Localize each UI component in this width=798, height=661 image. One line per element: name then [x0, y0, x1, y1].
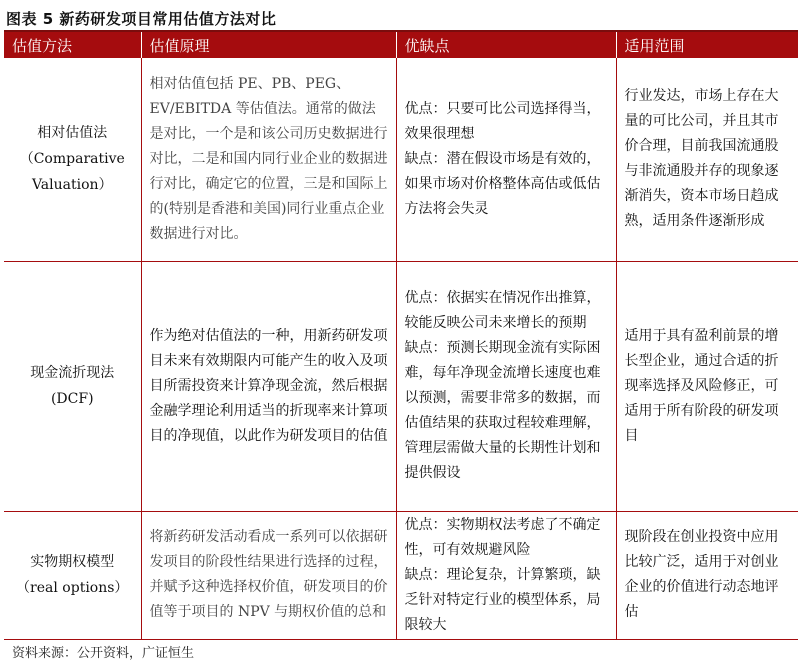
table-row: [4, 511, 798, 639]
pros-cons-cell: [396, 511, 616, 639]
method-name-cn: 现金流折现法: [30, 365, 115, 381]
method-name-en: (DCF): [50, 391, 94, 407]
method-name-cn: 相对估值法: [37, 125, 108, 142]
scope-cell: 行业发达，市场上存在大量的可比公司，并且其市价合理，目前我国流通股与非流通股并存的现象逐渐消失，资本市场日趋成熟，适用条件逐渐形成: [616, 58, 798, 261]
table-row: [4, 261, 798, 511]
header-principle: 估值原理: [141, 32, 396, 58]
method-name-cn: 实物期权模型: [30, 554, 115, 570]
pros-cons-cell: [396, 58, 616, 261]
cons-text: 缺点：潜在假设市场是有效的，如果市场对价格整体高估或低估方法将会失灵: [404, 150, 601, 217]
table-header-row: [4, 32, 798, 58]
method-cell: [4, 58, 141, 261]
source-note: 资料来源：公开资料，广证恒生: [12, 646, 195, 661]
principle-cell: 将新药研发活动看成一系列可以依据研发项目的阶段性结果进行选择的过程，并赋予这种选择权价值，研发项目的价值等于项目的 NPV 与期权价值的总和: [141, 511, 396, 639]
method-cell: [4, 261, 141, 511]
cons-text: 缺点：理论复杂，计算繁琐，缺乏针对特定行业的模型体系，局限较大: [404, 566, 601, 633]
method-name-en: （Comparative Valuation）: [19, 151, 125, 194]
scope-cell: 适用于具有盈利前景的增长型企业，通过合适的折现率选择及风险修正，可适用于所有阶段的研发项目: [616, 261, 798, 511]
table-row: [4, 58, 798, 261]
principle-cell: 作为绝对估值法的一种，用新药研发项目未来有效期限内可能产生的收入及项目所需投资来计算净现金流，然后根据金融学理论利用适当的折现率来计算项目的净现值，以此作为研发项目的估值: [141, 261, 396, 511]
cons-text: 缺点：预测长期现金流有实际困难，每年净现金流增长速度也难以预测，需要非常多的数据，而估值结果的获取过程较难理解，管理层需做大量的长期性计划和提供假设: [404, 340, 601, 481]
method-name-en: （real options）: [16, 580, 129, 596]
method-cell: [4, 511, 141, 639]
pros-text: 优点：只要可比公司选择得当，效果很理想: [404, 100, 601, 142]
pros-text: 优点：依据实在情况作出推算，较能反映公司未来增长的预期: [404, 290, 601, 331]
header-pros-cons: 优缺点: [396, 32, 616, 58]
principle-cell: 相对估值包括 PE、PB、PEG、EV/EBITDA 等估值法。通常的做法是对比，一个是和该公司历史数据进行对比，二是和国内同行业企业的数据进行对比，确定它的位置，三是和国际上的(特别是香港和美国)同行业重点企业数据进行对比。: [141, 58, 396, 261]
header-method: 估值方法: [4, 32, 141, 58]
pros-text: 优点：实物期权法考虑了不确定性，可有效规避风险: [404, 516, 601, 558]
scope-cell: 现阶段在创业投资中应用比较广泛，适用于对创业企业的价值进行动态地评估: [616, 511, 798, 639]
figure-title: 图表 5 新药研发项目常用估值方法对比: [6, 10, 277, 28]
pros-cons-cell: [396, 261, 616, 511]
header-scope: 适用范围: [616, 32, 798, 58]
valuation-comparison-table: [4, 32, 798, 640]
